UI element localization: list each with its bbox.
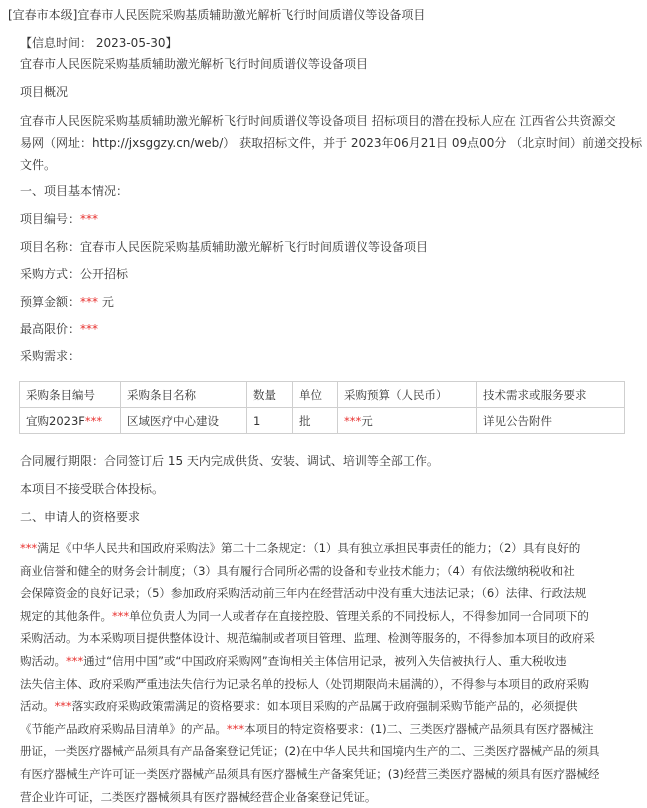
subtitle: 宜春市人民医院采购基质辅助激光解析飞行时间质谱仪等设备项目 [20,57,369,71]
qualification-text: 采购活动。为本采购项目提供整体设计、规范编制或者项目管理、监理、检测等服务的，不得参加本项目的政府采 [20,631,595,646]
overview-line-1: 宜春市人民医院采购基质辅助激光解析飞行时间质谱仪等设备项目 招标项目的潜在投标人应在 江西省公共资源交 [20,114,616,128]
redacted-mark: *** [54,699,72,714]
qualification-line [20,650,630,673]
budget-label: 预算金额： [20,295,81,309]
table-header-cell: 采购预算（人民币） [338,382,477,408]
budget [20,291,630,314]
project-no-label: 项目编号： [20,212,81,226]
table-cell-budget [338,408,477,434]
table-cell-name: 区域医疗中心建设 [121,408,247,434]
project-name [20,236,630,259]
budget-unit: 元 [98,295,114,309]
redacted-mark: *** [226,721,244,736]
project-no-value: *** [80,212,99,226]
table-cell-id [20,408,121,434]
overview-line-3: 文件。 [20,158,57,172]
method-label: 采购方式： [20,267,81,281]
info-time: 【信息时间： 2023-05-30】 [20,36,178,50]
table-header-cell: 采购条目名称 [121,382,247,408]
table-header-row [20,382,625,408]
project-name-label: 项目名称： [20,240,81,254]
method [20,263,630,286]
qualification-line [20,763,630,786]
basic-heading: 一、项目基本情况： [20,184,129,198]
consortium-note: 本项目不接受联合体投标。 [20,482,165,496]
table-header-cell: 采购条目编号 [20,382,121,408]
qualification-line [20,740,630,763]
method-value: 公开招标 [80,267,129,281]
table-header-cell: 技术需求或服务要求 [477,382,625,408]
budget-value: *** [80,295,99,309]
qualification-line [20,695,630,718]
row-budget-value: *** [344,413,362,428]
row-budget-unit: 元 [361,413,373,428]
requirement-table [19,381,625,434]
table-cell-qty: 1 [247,408,293,434]
qualification-line [20,718,630,741]
id-prefix: 宜购2023F [26,413,85,428]
qualification-text: 通过“信用中国”或“中国政府采购网”查询相关主体信用记录，被列入失信被执行人、重大税收违 [83,653,567,668]
qualification-text: 《节能产品政府采购品目清单》的产品。 [20,721,227,736]
redacted-mark: *** [20,541,38,555]
qualification-line [20,605,630,628]
qualification-text: 有医疗器械生产许可证一类医疗器械产品须具有医疗器械生产备案凭证；(3)经营三类医疗器械的须具有医疗器械经 [20,766,600,781]
qualification-line [20,560,630,583]
table-row [20,408,625,434]
overview-line-2: 易网（网址：http://jxsggzy.cn/web/） 获取招标文件，并于 2023年06月21日 09点00分 （北京时间）前递交投标 [20,136,643,150]
qualification-text: 购活动。 [20,653,66,668]
qualification-text: 商业信誉和健全的财务会计制度；（3）具有履行合同所必需的设备和专业技术能力；（4）有依法缴纳税收和社 [20,563,575,578]
max-price-value: *** [80,322,99,336]
overview-heading: 项目概况 [20,85,69,99]
max-price [20,318,630,341]
qualification-text: 落实政府采购政策需满足的资格要求：如本项目采购的产品属于政府强制采购节能产品的，必须提供 [71,699,578,714]
qualification-text: 本项目的特定资格要求：(1)二、三类医疗器械产品须具有医疗器械注 [243,721,594,736]
redacted-mark: *** [111,608,130,623]
project-name-value: 宜春市人民医院采购基质辅助激光解析飞行时间质谱仪等设备项目 [80,240,429,254]
id-suffix: *** [84,413,103,428]
qualification-text: 册证，一类医疗器械产品须具有产品备案登记凭证；(2)在中华人民共和国境内生产的二、三类医疗器械产品的须具 [20,744,600,759]
qualification-body [20,537,630,808]
qualification-text: 会保障资金的良好记录；（5）参加政府采购活动前三年内在经营活动中没有重大违法记录；（6）法律、行政法规 [20,586,587,601]
contract-period: 合同履行期限：合同签订后 15 天内完成供货、安装、调试、培训等全部工作。 [20,454,439,468]
table-header-cell: 单位 [293,382,338,408]
qualification-line [20,582,630,605]
qualification-line [20,786,630,808]
table-cell-requirement: 详见公告附件 [477,408,625,434]
redacted-mark: *** [65,653,84,668]
qualification-line [20,673,630,696]
qualification-text: 活动。 [20,699,55,714]
project-no [20,208,630,231]
qualification-line [20,627,630,650]
qualification-heading: 二、申请人的资格要求 [20,510,141,524]
qualification-line [20,537,630,560]
qualification-text: 营企业许可证，二类医疗器械须具有医疗器械经营企业备案登记凭证。 [20,789,377,804]
table-header-cell: 数量 [247,382,293,408]
max-price-label: 最高限价： [20,322,81,336]
demand-label: 采购需求： [20,349,81,363]
page-title: [宜春市本级]宜春市人民医院采购基质辅助激光解析飞行时间质谱仪等设备项目 [8,8,426,22]
qualification-text: 单位负责人为同一人或者存在直接控股、管理关系的不同投标人，不得参加同一合同项下的 [129,608,589,623]
qualification-text: 法失信主体、政府采购严重违法失信行为记录名单的投标人（处罚期限尚未届满的），不得参与本项目的政府采购 [20,676,589,691]
qualification-text: 规定的其他条件。 [20,608,112,623]
table-cell-unit: 批 [293,408,338,434]
qualification-text: 满足《中华人民共和国政府采购法》第二十二条规定：（1）具有独立承担民事责任的能力；（2）具有良好的 [37,541,581,555]
